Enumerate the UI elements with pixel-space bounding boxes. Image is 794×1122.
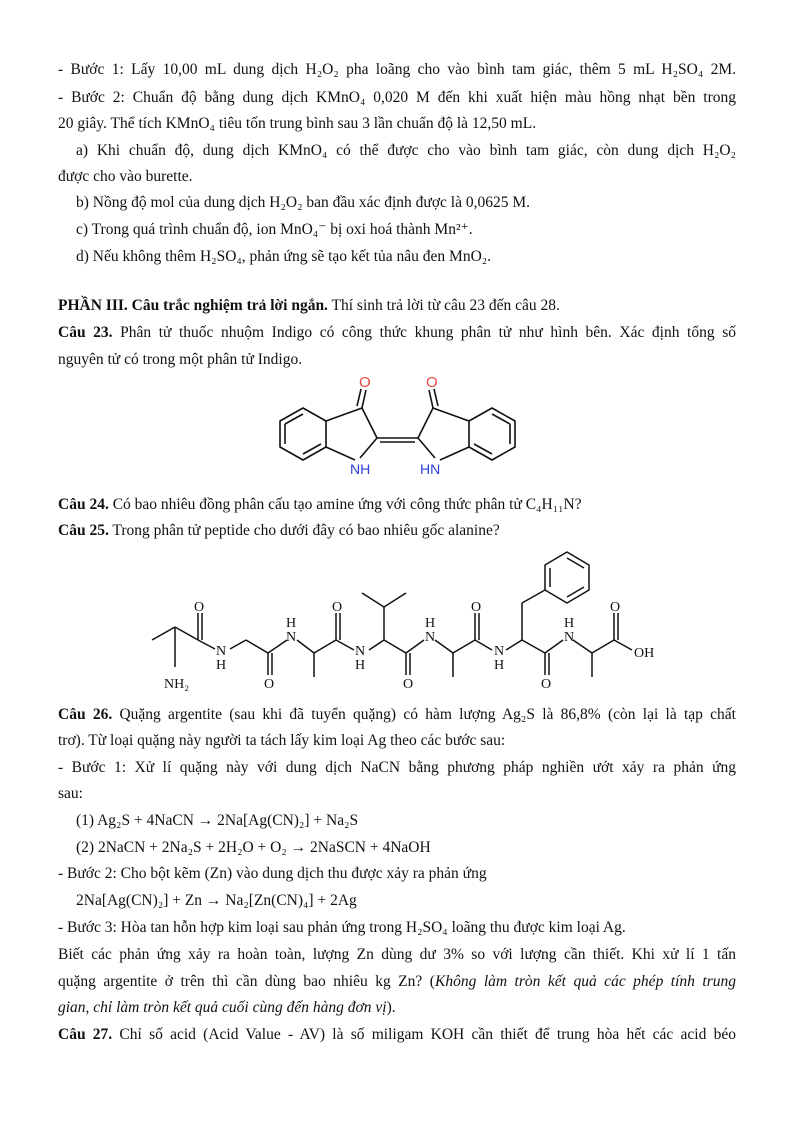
step2-line-2: 20 giây. Thể tích KMnO₄ tiêu tốn trung bình sau 3 lần chuẩn độ là 12,50 mL. [58,115,537,132]
peptide-oxygen-5: O [471,600,482,615]
q23-line-1 [58,323,736,343]
peptide-nitrogen-3: N [355,644,366,659]
q27-line [58,1025,736,1045]
peptide-nitrogen-5: N [494,644,505,659]
q25-text: Trong phân tử peptide cho dưới đây có bao nhiêu gốc alanine? [108,522,500,539]
q25-line [58,521,500,541]
peptide-nitrogen-1: N [216,644,227,659]
option-b: b) Nồng độ mol của dung dịch H₂O₂ ban đầu xác định được là 0,0625 M. [76,194,531,211]
q27-label: Câu 27. [58,1026,113,1043]
indigo-oxygen-2: O [426,376,438,391]
peptide-oxygen-2: O [264,677,275,692]
q26-line-4 [58,972,736,992]
q26-text-1: Quặng argentite (sau khi đã tuyển quặng) có hàm lượng Ag₂S là 86,8% (còn lại là tạp chất [112,706,736,723]
peptide-structure [140,545,660,695]
q24-label: Câu 24. [58,496,109,513]
q24-text: Có bao nhiêu đồng phân cấu tạo amine ứng với công thức phân tử C₄H₁₁N? [108,496,582,513]
peptide-oxygen-1: O [194,600,205,615]
indigo-structure [270,376,525,486]
q27-text: Chỉ số acid (Acid Value - AV) là số miligam KOH cần thiết để trung hòa hết các acid béo [112,1026,736,1043]
q26-line-2: trơ). Từ loại quặng này người ta tách lấy kim loại Ag theo các bước sau: [58,732,506,749]
q26-line-1 [58,705,736,725]
option-a-line-2: được cho vào burette. [58,168,193,185]
peptide-nitrogen-6: N [564,630,575,645]
step2-line-1: - Bước 2: Chuẩn độ bằng dung dịch KMnO₄ 0,020 M đến khi xuất hiện màu hồng nhạt bền trong [58,89,736,106]
q24-line [58,495,582,515]
q26-text-4: quặng argentite ở trên thì cần dùng bao nhiêu kg Zn? ( [58,973,435,990]
peptide-hydrogen-2: H [286,616,297,631]
q26-step1-line-2: sau: [58,785,83,802]
q26-text-5: ). [386,999,396,1016]
indigo-nh-left: NH [350,461,371,477]
peptide-nitrogen-4: N [425,630,436,645]
indigo-hn-right: HN [420,461,441,477]
peptide-amine-terminus: NH₂ [164,677,190,692]
q23-line-2: nguyên tử có trong một phân tử Indigo. [58,351,303,368]
q26-line-5 [58,998,396,1018]
q26-step2: - Bước 2: Cho bột kẽm (Zn) vào dung dịch thu được xảy ra phản ứng [58,865,487,882]
q26-step1-line-1: - Bước 1: Xử lí quặng này với dung dịch NaCN bằng phương pháp nghiền ướt xảy ra phản ứng [58,759,736,776]
peptide-oxygen-7: O [610,600,621,615]
peptide-hydrogen-1: H [216,658,227,673]
option-a-line-1: a) Khi chuẩn độ, dung dịch KMnO₄ có thể được cho vào bình tam giác, còn dung dịch H₂O₂ [76,142,736,159]
q25-label: Câu 25. [58,522,109,539]
step1-line: - Bước 1: Lấy 10,00 mL dung dịch H₂O₂ pha loãng cho vào bình tam giác, thêm 5 mL H₂SO₄ 2M. [58,61,736,78]
part3-instruction: Thí sinh trả lời từ câu 23 đến câu 28. [327,297,560,314]
q26-line-3: Biết các phản ứng xảy ra hoàn toàn, lượng Zn dùng dư 3% so với lượng cần thiết. Khi xử lí 1 tấn [58,946,736,963]
peptide-hydrogen-4: H [425,616,436,631]
q26-note-1: Không làm tròn kết quả các phép tính trung [434,973,737,990]
part3-title: PHẦN III. Câu trắc nghiệm trả lời ngắn. [58,297,328,314]
option-d: d) Nếu không thêm H₂SO₄, phản ứng sẽ tạo kết tủa nâu đen MnO₂. [76,248,492,265]
q23-label: Câu 23. [58,324,113,341]
q26-label: Câu 26. [58,706,113,723]
peptide-hydroxyl-terminus: OH [634,646,655,661]
peptide-oxygen-3: O [332,600,343,615]
q26-reaction-3: 2Na[Ag(CN)₂] + Zn → Na₂[Zn(CN)₄] + 2Ag [76,892,357,909]
peptide-oxygen-6: O [541,677,552,692]
part3-heading [58,296,560,316]
peptide-oxygen-4: O [403,677,414,692]
peptide-hydrogen-3: H [355,658,366,673]
q26-step3: - Bước 3: Hòa tan hỗn hợp kim loại sau phản ứng trong H₂SO₄ loãng thu được kim loại Ag. [58,919,626,936]
indigo-oxygen-1: O [359,376,371,391]
peptide-hydrogen-6: H [564,616,575,631]
q26-reaction-1: (1) Ag₂S + 4NaCN → 2Na[Ag(CN)₂] + Na₂S [76,812,359,829]
q23-text-1: Phân tử thuốc nhuộm Indigo có công thức khung phân tử như hình bên. Xác định tổng số [112,324,736,341]
peptide-hydrogen-5: H [494,658,505,673]
peptide-nitrogen-2: N [286,630,297,645]
q26-reaction-2: (2) 2NaCN + 2Na₂S + 2H₂O + O₂ → 2NaSCN + 4NaOH [76,839,431,856]
option-c: c) Trong quá trình chuẩn độ, ion MnO₄⁻ bị oxi hoá thành Mn²⁺. [76,221,473,238]
q26-note-2: gian, chỉ làm tròn kết quả cuối cùng đến hàng đơn vị [58,999,387,1016]
